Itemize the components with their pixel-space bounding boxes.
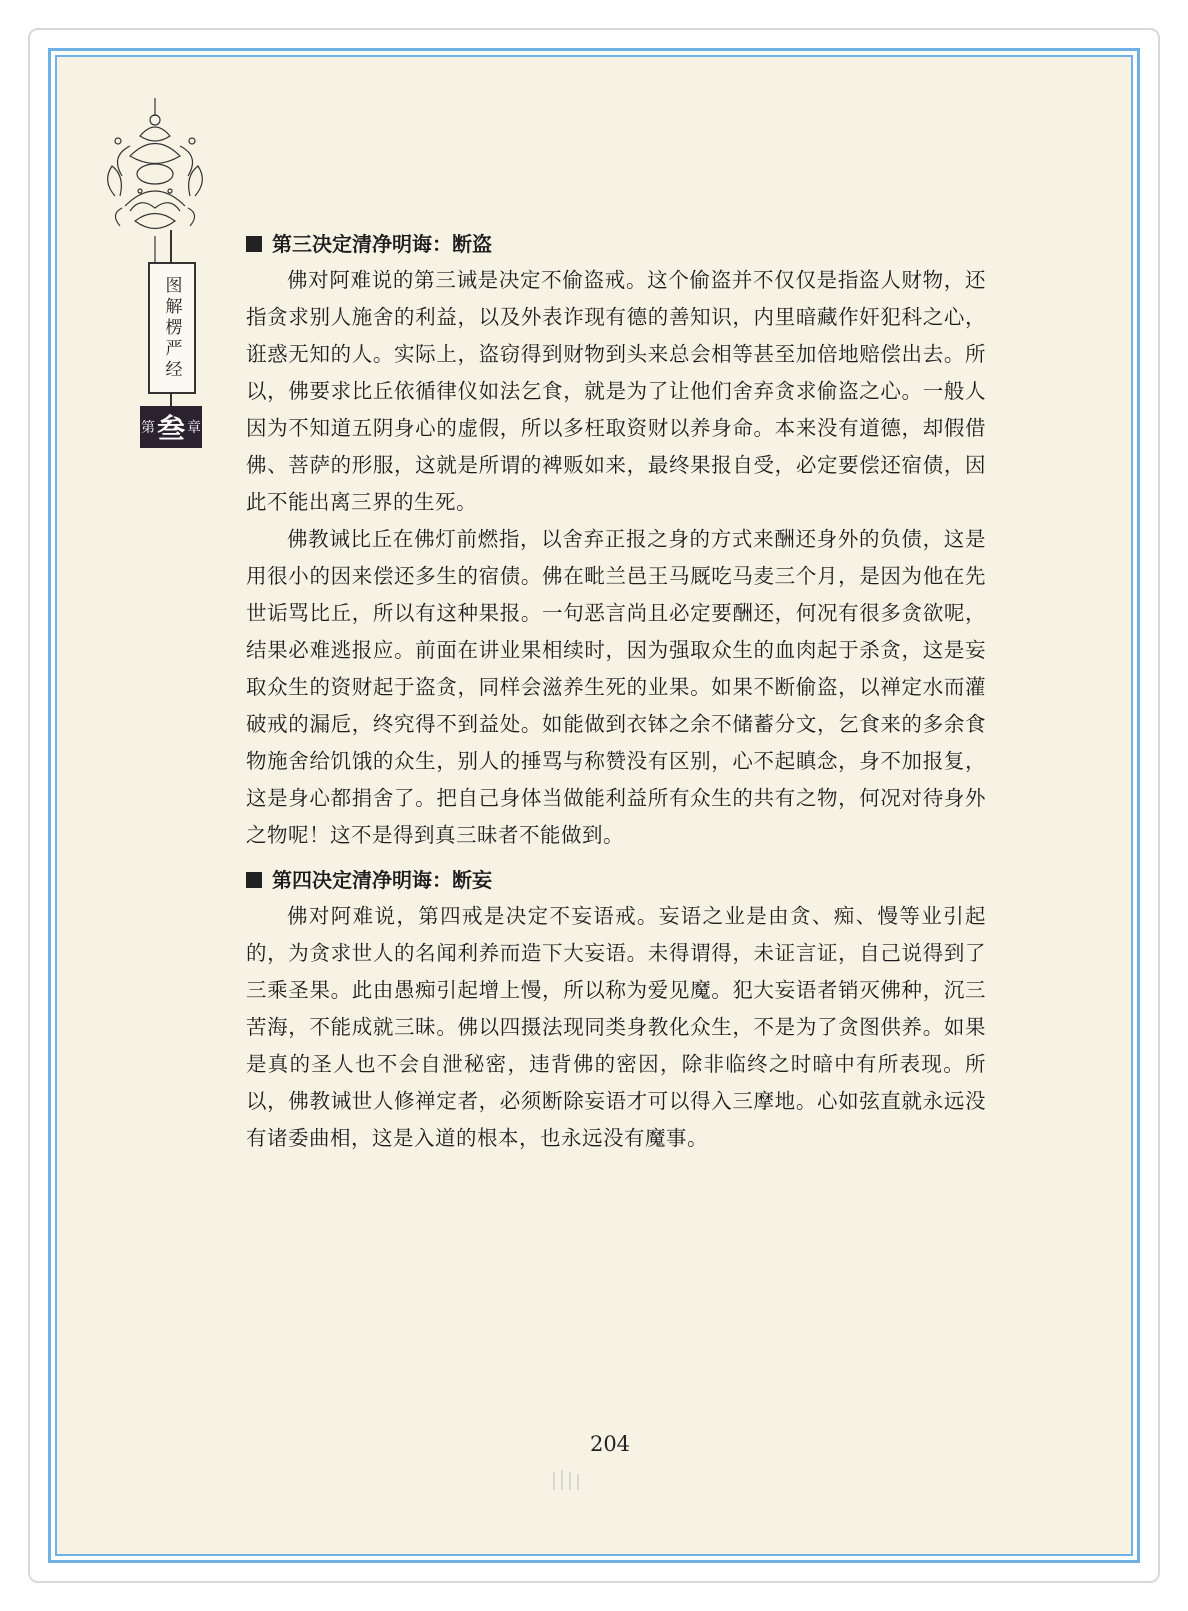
lotus-ornament-icon: [100, 96, 210, 266]
paragraph: 佛教诫比丘在佛灯前燃指，以舍弃正报之身的方式来酬还身外的负债，这是用很小的因来偿还多生的宿债。佛在毗兰邑王马厩吃马麦三个月，是因为他在先世诟骂比丘，所以有这种果报。一句恶言尚且必定要酬还，何况有很多贪欲呢，结果必难逃报应。前面在讲业果相续时，因为强取众生的血肉起于杀贪，这是妄取众生的资财起于盗贪，同样会滋养生死的业果。如果不断偷盗，以禅定水而灌破戒的漏卮，终究得不到益处。如能做到衣钵之余不储蓄分文，乞食来的多余食物施舍给饥饿的众生，别人的捶骂与称赞没有区别，心不起瞋念，身不加报复，这是身心都捐舍了。把自己身体当做能利益所有众生的共有之物，何况对待身外之物呢！这不是得到真三昧者不能做到。: [246, 527, 986, 847]
section-heading: [246, 226, 986, 262]
book-title: 图解楞严经: [161, 275, 182, 381]
paragraph: 佛对阿难说，第四戒是决定不妄语戒。妄语之业是由贪、痴、慢等业引起的，为贪求世人的名闻利养而造下大妄语。未得谓得，未证言证，自己说得到了三乘圣果。此由愚痴引起增上慢，所以称为爱见魔。犯大妄语者销灭佛种，沉三苦海，不能成就三昧。佛以四摄法现同类身教化众生，不是为了贪图供养。如果是真的圣人也不会自泄秘密，违背佛的密因，除非临终之时暗中有所表现。所以，佛教诫世人修禅定者，必须断除妄语才可以得入三摩地。心如弦直就永远没有诸委曲相，这是入道的根本，也永远没有魔事。: [246, 904, 986, 1150]
section-heading: [246, 862, 986, 898]
chapter-badge: [140, 406, 202, 448]
section-heading-text: 第三决定清净明诲：断盗: [272, 232, 492, 256]
title-tag-connector-lower: [170, 394, 172, 406]
title-tag-connector: [170, 230, 172, 262]
section-false-speech: [246, 862, 986, 1157]
chapter-suffix: 章: [187, 420, 201, 436]
square-bullet-icon: [246, 872, 262, 888]
chapter-number: 叁: [156, 412, 185, 445]
section-heading-text: 第四决定清净明诲：断妄: [272, 868, 492, 892]
page-number: 204: [589, 1432, 631, 1456]
square-bullet-icon: [246, 236, 262, 252]
page-footer-ornament-icon: [548, 1468, 588, 1492]
chapter-prefix: 第: [140, 420, 155, 436]
paragraph: 佛对阿难说的第三诫是决定不偷盗戒。这个偷盗并不仅仅是指盗人财物，还指贪求别人施舍的利益，以及外表诈现有德的善知识，内里暗藏作奸犯科之心，诳惑无知的人。实际上，盗窃得到财物到头来总会相等甚至加倍地赔偿出去。所以，佛要求比丘依循律仪如法乞食，就是为了让他们舍弃贪求偷盗之心。一般人因为不知道五阴身心的虚假，所以多枉取资财以养身命。本来没有道德，却假借佛、菩萨的形服，这就是所谓的裨贩如来，最终果报自受，必定要偿还宿债，因此不能出离三界的生死。: [246, 268, 986, 514]
main-content: [246, 226, 986, 1165]
section-theft: [246, 226, 986, 854]
book-title-tag: [148, 262, 196, 394]
